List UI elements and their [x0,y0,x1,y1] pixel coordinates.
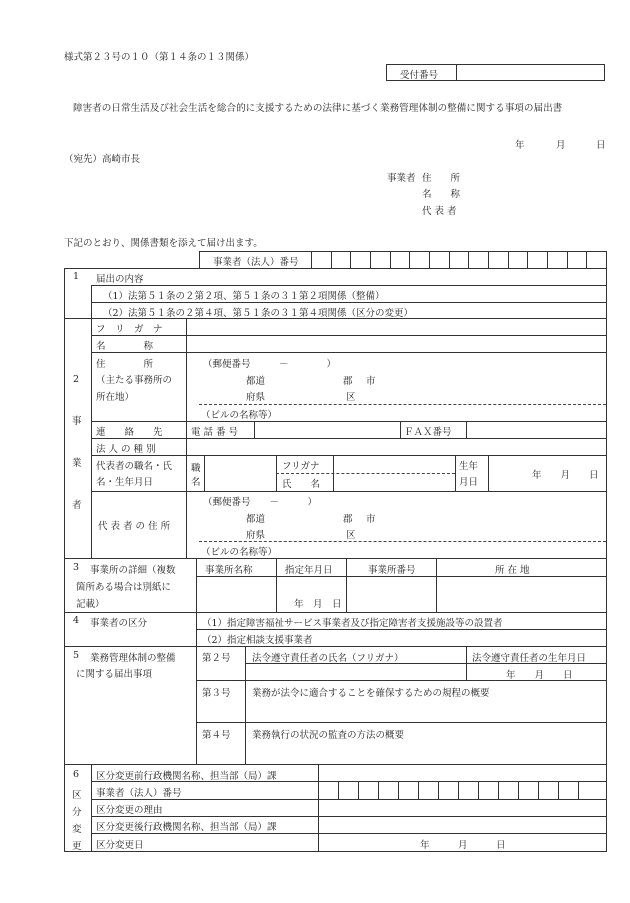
postal-code[interactable]: （郵便番号 － ） [203,359,337,370]
item-3-label: 第３号 [202,688,231,699]
item-4-label: 第４号 [202,730,231,741]
s6-change-date[interactable]: 年 月 日 [420,840,506,851]
s6-row-4: 区分変更後行政機関名称、担当部（局）課 [96,822,277,833]
rep-birth-date[interactable]: 年 月 日 [532,470,599,481]
receipt-label: 受付番号 [400,70,439,81]
date-year: 年 [515,140,525,151]
rep-title-label-2: 名・生年月日 [96,477,154,488]
item-2-label: 第２号 [202,653,231,664]
s1-option-2[interactable]: （2）法第５１条の２第４項、第５１条の３１第４項関係（区分の変更） [103,308,414,319]
furigana-label: フ リ ガ ナ [96,324,163,335]
compliance-officer-name-field[interactable] [248,664,464,679]
tel-field[interactable] [257,422,399,437]
addressee: （宛先）高崎市長 [64,154,141,165]
form-id: 様式第２３号の１０（第１４条の１３関係） [64,52,255,63]
item-3-text: 業務が法令に適合することを確保するための規程の概要 [252,688,490,699]
rep-furigana-label: フリガナ [282,461,320,472]
col-designation-date: 指定年月日 [285,565,333,576]
birth-label: 生年 [459,461,479,472]
s6-row-1: 区分変更前行政機関名称、担当部（局）課 [96,771,277,782]
applicant-rep-label: 代 表 者 [422,206,457,217]
s4-title: 事業者の区分 [90,618,148,629]
s4-option-2[interactable]: （2）指定相談支援事業者 [202,635,313,646]
col-location: 所 在 地 [495,565,530,576]
applicant-name-label: 名 称 [422,189,461,200]
s6-row-3: 区分変更の理由 [96,805,163,816]
s5-label-2: に関する届出事項 [76,669,153,680]
rep-postal-code[interactable]: （郵便番号 － ） [203,497,318,508]
ku-label: 区 [346,392,356,403]
s1-option-1[interactable]: （1）法第５１条の２第２項、第５１条の３１第２項関係（整備） [103,291,385,302]
date-day: 日 [596,140,606,151]
s2-vertical-3: 者 [72,500,82,511]
fax-label: ＦＡＸ番号 [404,427,452,438]
document-title: 障害者の日常生活及び社会生活を総合的に支援するための法律に基づく業務管理体制の整備に関する事項の届出書 [73,103,563,114]
applicant-label: 事業者 [387,173,416,184]
intro-text: 下記のとおり、関係書類を添えて届け出ます。 [64,238,263,249]
rep-title-label: 代表者の職名・氏 [96,461,173,472]
address-label-3: 所在地） [96,392,135,403]
receipt-number-field[interactable] [458,65,603,80]
s1-number: 1 [73,271,80,282]
rep-building-label: （ビルの名称等） [201,547,278,558]
date-month: 月 [556,140,566,151]
business-number-label: 事業者（法人）番号 [213,257,299,268]
fuken-label: 府県 [246,392,266,403]
address-label: 住 所 [96,359,154,370]
applicant-address-label: 住 所 [422,173,461,184]
s5-number: 5 [73,650,80,661]
s2-vertical-2: 業 [72,458,82,469]
s6-number: 6 [73,769,80,780]
rep-name-label: 氏 名 [282,479,321,490]
compliance-officer-name-label: 法令遵守責任者の氏名（フリガナ） [252,653,404,664]
corp-type-label: 法 人 の 種 別 [96,444,156,455]
rep-address-label: 代 表 者 の 住 所 [98,521,171,532]
rep-shi-label: 市 [366,514,376,525]
s3-number: 3 [73,562,80,573]
tel-label: 電 話 番 号 [191,427,239,438]
name-label: 名 称 [96,341,154,352]
compliance-officer-birth-date[interactable]: 年 月 日 [506,670,573,681]
s6-vertical-4: 更 [72,841,82,852]
s1-title: 届出の内容 [96,274,144,285]
building-label: （ビルの名称等） [201,410,278,421]
s2-vertical-1: 事 [72,416,82,427]
item-4-text: 業務執行の状況の監査の方法の概要 [252,730,405,741]
rep-fuken-label: 府県 [246,530,266,541]
rep-todo-label: 都道 [246,514,266,525]
s6-vertical-1: 区 [72,790,82,801]
s3-label-3: 記載） [76,599,105,610]
compliance-officer-birth-label: 法令遵守責任者の生年月日 [472,653,587,664]
address-label-2: （主たる事務所の [96,375,173,386]
rep-gun-label: 郡 [343,514,353,525]
contact-label: 連 絡 先 [96,427,163,438]
shoku-label: 職 [191,463,201,474]
birth-label-2: 月日 [459,477,479,488]
shi-label: 市 [366,376,376,387]
s4-option-1[interactable]: （1）指定障害福祉サービス事業者及び指定障害者支援施設等の設置者 [202,618,503,629]
col-office-number: 事業所番号 [368,565,416,576]
s4-number: 4 [73,615,80,626]
s6-row-2: 事業者（法人）番号 [96,788,182,799]
gun-label: 郡 [343,376,353,387]
s6-vertical-3: 変 [72,824,82,835]
s3-label-1: 事業所の詳細（複数 [90,565,176,576]
s6-vertical-2: 分 [72,807,82,818]
s6-row-5: 区分変更日 [96,840,144,851]
rep-ku-label: 区 [346,530,356,541]
s5-label-1: 業務管理体制の整備 [90,653,176,664]
s3-date[interactable]: 年 月 日 [294,599,342,610]
s2-number: 2 [73,374,80,385]
mei-label: 名 [191,477,201,488]
s3-label-2: 箇所ある場合は別紙に [76,582,172,593]
todo-label: 都道 [246,376,266,387]
fax-field[interactable] [468,422,605,437]
col-office-name: 事業所名称 [205,565,253,576]
